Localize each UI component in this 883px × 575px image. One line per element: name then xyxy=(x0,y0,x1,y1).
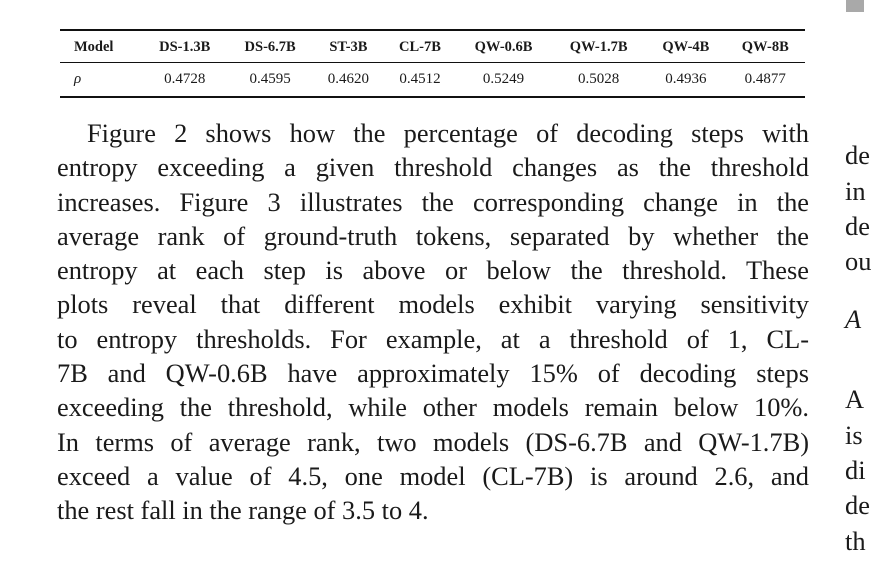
right-column-fragment: th xyxy=(845,526,866,556)
correlation-table xyxy=(60,29,805,98)
header-ds-1-3b: DS-1.3B xyxy=(159,39,211,55)
header-qw-0-6b: QW-0.6B xyxy=(474,39,533,55)
header-qw-1-7b: QW-1.7B xyxy=(569,39,628,55)
header-model: Model xyxy=(74,39,114,55)
paragraph-line: exceed a value of 4.5, one model (CL-7B) is around 2.6, and xyxy=(57,460,809,491)
header-cl-7b: CL-7B xyxy=(399,39,441,55)
right-column-fragment: ou xyxy=(845,246,872,276)
paragraph-line: average rank of ground-truth tokens, separated by whether the xyxy=(57,220,809,251)
paragraph-line: increases. Figure 3 illustrates the corresponding change in the xyxy=(57,186,809,217)
cell-qw-4b: 0.4936 xyxy=(665,71,707,87)
right-column-fragment: A xyxy=(845,384,865,414)
right-column-fragment: de xyxy=(845,211,870,241)
table-header-row xyxy=(60,30,805,63)
header-qw-4b: QW-4B xyxy=(662,39,710,55)
cell-ds-1-3b: 0.4728 xyxy=(164,71,206,87)
cell-ds-6-7b: 0.4595 xyxy=(249,71,291,87)
right-column-fragment: in xyxy=(845,176,866,206)
right-column-cropped-text xyxy=(843,0,883,575)
paragraph-line: the rest fall in the range of 3.5 to 4. xyxy=(57,495,429,526)
paragraph-line: plots reveal that different models exhibit varying sensitivity xyxy=(57,289,809,320)
header-ds-6-7b: DS-6.7B xyxy=(244,39,296,55)
header-st-3b: ST-3B xyxy=(329,39,368,55)
paragraph-line: entropy exceeding a given threshold changes as the threshold xyxy=(57,152,809,183)
row-label-rho: ρ xyxy=(74,71,82,87)
table-row xyxy=(60,63,805,98)
cell-qw-1-7b: 0.5028 xyxy=(578,71,620,87)
right-column-fragment: A xyxy=(845,304,862,334)
right-column-fragment: is xyxy=(845,420,863,450)
cell-qw-0-6b: 0.5249 xyxy=(482,71,525,87)
cell-qw-8b: 0.4877 xyxy=(744,71,786,87)
right-column-fragment: di xyxy=(845,455,866,485)
paragraph-line: entropy at each step is above or below the threshold. These xyxy=(57,255,809,286)
cell-cl-7b: 0.4512 xyxy=(399,71,441,87)
cell-st-3b: 0.4620 xyxy=(327,71,370,87)
paragraph-line: exceeding the threshold, while other models remain below 10%. xyxy=(57,392,809,423)
right-column-fragment: de xyxy=(845,140,870,170)
paragraph-line: Figure 2 shows how the percentage of decoding steps with xyxy=(87,118,809,148)
body-paragraph xyxy=(57,116,809,528)
paragraph-line: 7B and QW-0.6B have approximately 15% of decoding steps xyxy=(57,358,809,389)
results-table-container xyxy=(60,29,805,98)
header-qw-8b: QW-8B xyxy=(741,39,789,55)
paragraph-line: to entropy thresholds. For example, at a threshold of 1, CL- xyxy=(57,323,809,354)
right-column-fragment: de xyxy=(845,490,870,520)
paragraph-line: In terms of average rank, two models (DS-6.7B and QW-1.7B) xyxy=(57,426,809,457)
